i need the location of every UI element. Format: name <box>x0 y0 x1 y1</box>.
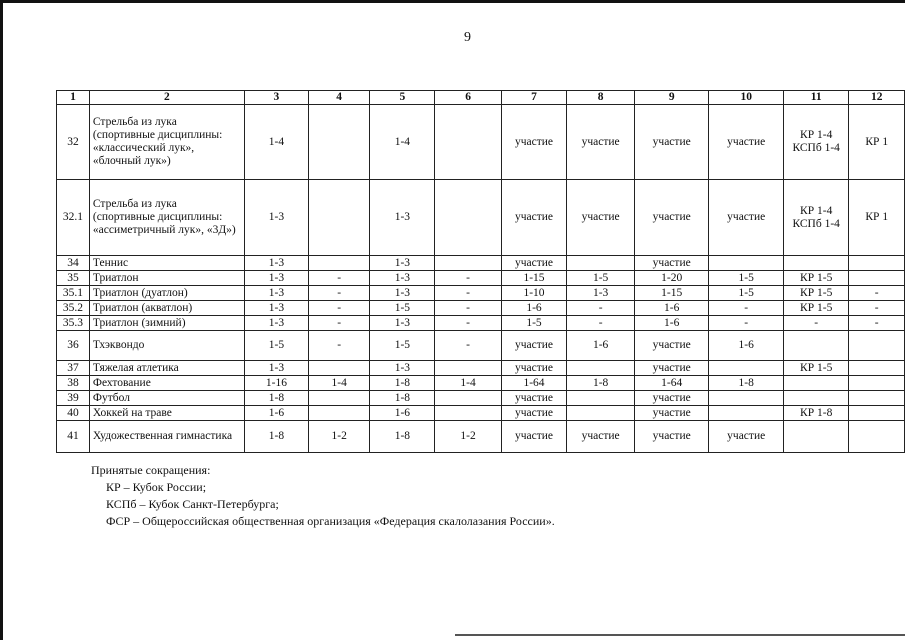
table-row <box>57 406 905 421</box>
table-cell: 1-8 <box>567 376 635 391</box>
note-item: ФСР – Общероссийская общественная организация «Федерация скалолазания России». <box>106 514 555 528</box>
sport-name-cell: Тяжелая атлетика <box>89 361 244 376</box>
table-cell: КР 1-5 <box>783 301 849 316</box>
page-border-top <box>0 0 905 3</box>
table-row <box>57 271 905 286</box>
table-cell: 1-6 <box>709 331 784 361</box>
table-cell: 1-16 <box>244 376 308 391</box>
competition-table <box>56 90 905 453</box>
table-cell <box>309 180 370 256</box>
table-row <box>57 286 905 301</box>
table-cell: 1-3 <box>370 271 435 286</box>
sport-name-cell: Фехтование <box>89 376 244 391</box>
table-cell: 1-5 <box>709 271 784 286</box>
table-cell: участие <box>501 256 567 271</box>
sport-name-cell: Теннис <box>89 256 244 271</box>
table-cell: - <box>709 316 784 331</box>
note-item: КР – Кубок России; <box>106 480 207 494</box>
table-cell: 1-8 <box>244 391 308 406</box>
header-cell: 12 <box>849 91 905 105</box>
table-cell: участие <box>567 421 635 453</box>
table-row <box>57 421 905 453</box>
notes-heading: Принятые сокращения: <box>91 463 211 477</box>
table-cell: участие <box>501 421 567 453</box>
sport-name-cell: Футбол <box>89 391 244 406</box>
table-cell: 1-10 <box>501 286 567 301</box>
table-cell: участие <box>634 256 709 271</box>
table-cell: участие <box>634 105 709 180</box>
table-row <box>57 316 905 331</box>
table-cell <box>709 406 784 421</box>
table-cell: 1-5 <box>244 331 308 361</box>
table-cell <box>783 256 849 271</box>
table-cell: 1-6 <box>567 331 635 361</box>
table-cell <box>567 406 635 421</box>
sport-name-cell: Стрельба из лука (спортивные дисциплины: «классический лук», «блочный лук») <box>89 105 244 180</box>
table-cell: 1-4 <box>309 376 370 391</box>
table-cell: 1-3 <box>244 180 308 256</box>
header-cell: 3 <box>244 91 308 105</box>
table-cell: 1-3 <box>244 316 308 331</box>
table-cell <box>849 361 905 376</box>
table-cell: - <box>849 301 905 316</box>
table-cell: - <box>309 286 370 301</box>
row-number-cell: 38 <box>57 376 90 391</box>
table-cell: 1-3 <box>370 256 435 271</box>
table-cell: 1-5 <box>567 271 635 286</box>
table-cell: 1-6 <box>634 316 709 331</box>
table-cell: участие <box>501 391 567 406</box>
table-cell <box>309 256 370 271</box>
table-cell: 1-8 <box>244 421 308 453</box>
table-cell: - <box>435 301 501 316</box>
table-cell: 1-4 <box>435 376 501 391</box>
table-cell: - <box>435 286 501 301</box>
table-cell: 1-8 <box>709 376 784 391</box>
table-cell: 1-3 <box>244 361 308 376</box>
table-header-row <box>57 91 905 105</box>
row-number-cell: 32 <box>57 105 90 180</box>
sport-name-cell: Хоккей на траве <box>89 406 244 421</box>
table-cell: участие <box>501 361 567 376</box>
table-cell: - <box>309 316 370 331</box>
table-cell: участие <box>709 421 784 453</box>
table-cell <box>567 256 635 271</box>
table-cell: - <box>435 271 501 286</box>
table-cell: участие <box>709 180 784 256</box>
table-cell <box>309 105 370 180</box>
header-cell: 4 <box>309 91 370 105</box>
sport-name-cell: Стрельба из лука (спортивные дисциплины: «ассиметричный лук», «3Д») <box>89 180 244 256</box>
table-cell: 1-3 <box>370 316 435 331</box>
table-cell <box>783 180 849 256</box>
row-number-cell: 35 <box>57 271 90 286</box>
table-cell: - <box>849 286 905 301</box>
header-cell: 6 <box>435 91 501 105</box>
table-cell: участие <box>634 421 709 453</box>
table-cell <box>849 271 905 286</box>
table-cell <box>435 105 501 180</box>
table-cell: 1-8 <box>370 376 435 391</box>
table-cell <box>435 406 501 421</box>
row-number-cell: 34 <box>57 256 90 271</box>
page-border-bottom <box>455 634 905 636</box>
header-cell: 2 <box>89 91 244 105</box>
table-cell <box>849 421 905 453</box>
table-cell: 1-64 <box>634 376 709 391</box>
table-cell <box>849 391 905 406</box>
table-cell <box>783 105 849 180</box>
table-cell: участие <box>634 406 709 421</box>
table-cell <box>567 391 635 406</box>
table-cell: 1-2 <box>435 421 501 453</box>
table-cell: 1-5 <box>501 316 567 331</box>
table-cell <box>783 376 849 391</box>
cell-line: КР 1-4 <box>800 129 833 141</box>
table-cell <box>783 391 849 406</box>
page-number: 9 <box>464 30 471 45</box>
table-cell <box>783 331 849 361</box>
table-cell <box>849 256 905 271</box>
table-cell: 1-15 <box>501 271 567 286</box>
table-cell: - <box>309 271 370 286</box>
table-cell: 1-64 <box>501 376 567 391</box>
table-row <box>57 105 905 180</box>
row-number-cell: 40 <box>57 406 90 421</box>
table-cell: 1-4 <box>244 105 308 180</box>
table-cell: КР 1-5 <box>783 361 849 376</box>
table-cell: 1-8 <box>370 421 435 453</box>
cell-line: КСПб 1-4 <box>792 217 840 230</box>
row-number-cell: 36 <box>57 331 90 361</box>
table-cell: участие <box>709 105 784 180</box>
table-row <box>57 391 905 406</box>
table-cell: 1-3 <box>244 256 308 271</box>
sport-name-cell: Триатлон (акватлон) <box>89 301 244 316</box>
page-border-left <box>0 0 3 640</box>
abbreviations-notes <box>91 462 555 530</box>
table-row <box>57 301 905 316</box>
table-cell: 1-15 <box>634 286 709 301</box>
table-cell <box>309 361 370 376</box>
table-row <box>57 376 905 391</box>
table-cell: 1-20 <box>634 271 709 286</box>
table-cell: - <box>783 316 849 331</box>
sport-name-cell: Тхэквондо <box>89 331 244 361</box>
cell-line: КСПб 1-4 <box>792 142 840 154</box>
table-cell <box>435 180 501 256</box>
table-cell: 1-5 <box>370 331 435 361</box>
table-cell <box>709 391 784 406</box>
table-cell: - <box>567 316 635 331</box>
table-cell: 1-3 <box>244 286 308 301</box>
table-cell: 1-3 <box>244 301 308 316</box>
table-cell: КР 1-5 <box>783 286 849 301</box>
table-cell: участие <box>567 180 635 256</box>
table-cell <box>849 331 905 361</box>
header-cell: 11 <box>783 91 849 105</box>
sport-name-cell: Художественная гимнастика <box>89 421 244 453</box>
table-cell: - <box>849 316 905 331</box>
table-cell: 1-3 <box>370 180 435 256</box>
table-cell: - <box>309 301 370 316</box>
table-cell: 1-6 <box>634 301 709 316</box>
table-cell: участие <box>634 331 709 361</box>
table-cell: - <box>435 331 501 361</box>
table-cell: участие <box>501 406 567 421</box>
header-cell: 9 <box>634 91 709 105</box>
table-cell <box>567 361 635 376</box>
table-cell: участие <box>634 180 709 256</box>
sport-name-cell: Триатлон (дуатлон) <box>89 286 244 301</box>
table-cell: участие <box>501 180 567 256</box>
row-number-cell: 35.3 <box>57 316 90 331</box>
table-cell: 1-8 <box>370 391 435 406</box>
table-cell <box>309 391 370 406</box>
table-cell: КР 1-8 <box>783 406 849 421</box>
table-row <box>57 256 905 271</box>
table-cell: 1-4 <box>370 105 435 180</box>
table-cell <box>309 406 370 421</box>
table-cell: 1-3 <box>244 271 308 286</box>
table-cell: 1-3 <box>370 361 435 376</box>
table-cell: 1-6 <box>370 406 435 421</box>
table-cell: - <box>709 301 784 316</box>
table-cell: 1-6 <box>244 406 308 421</box>
table-cell: - <box>435 316 501 331</box>
table-cell: - <box>567 301 635 316</box>
table-cell: КР 1 <box>849 180 905 256</box>
table-cell: 1-5 <box>709 286 784 301</box>
table-cell <box>709 361 784 376</box>
table-cell: участие <box>501 105 567 180</box>
row-number-cell: 32.1 <box>57 180 90 256</box>
table-cell: 1-2 <box>309 421 370 453</box>
table-cell: участие <box>567 105 635 180</box>
row-number-cell: 35.2 <box>57 301 90 316</box>
table-cell <box>435 256 501 271</box>
table-cell <box>435 361 501 376</box>
table-cell: 1-3 <box>370 286 435 301</box>
row-number-cell: 35.1 <box>57 286 90 301</box>
header-cell: 1 <box>57 91 90 105</box>
table-cell: КР 1 <box>849 105 905 180</box>
sport-name-cell: Триатлон (зимний) <box>89 316 244 331</box>
row-number-cell: 39 <box>57 391 90 406</box>
table-cell: участие <box>501 331 567 361</box>
note-item: КСПб – Кубок Санкт-Петербурга; <box>106 497 279 511</box>
table-cell <box>435 391 501 406</box>
header-cell: 8 <box>567 91 635 105</box>
table-row <box>57 180 905 256</box>
row-number-cell: 37 <box>57 361 90 376</box>
table-cell: - <box>309 331 370 361</box>
table-cell: КР 1-5 <box>783 271 849 286</box>
sport-name-cell: Триатлон <box>89 271 244 286</box>
table-cell: участие <box>634 391 709 406</box>
table-cell <box>849 376 905 391</box>
table-cell <box>709 256 784 271</box>
table-cell: 1-3 <box>567 286 635 301</box>
header-cell: 10 <box>709 91 784 105</box>
cell-line: КР 1-4 <box>800 204 833 217</box>
header-cell: 5 <box>370 91 435 105</box>
table-row <box>57 331 905 361</box>
table-cell <box>783 421 849 453</box>
table-row <box>57 361 905 376</box>
table-cell: 1-5 <box>370 301 435 316</box>
header-cell: 7 <box>501 91 567 105</box>
table-cell <box>849 406 905 421</box>
table-cell: 1-6 <box>501 301 567 316</box>
row-number-cell: 41 <box>57 421 90 453</box>
table-cell: участие <box>634 361 709 376</box>
